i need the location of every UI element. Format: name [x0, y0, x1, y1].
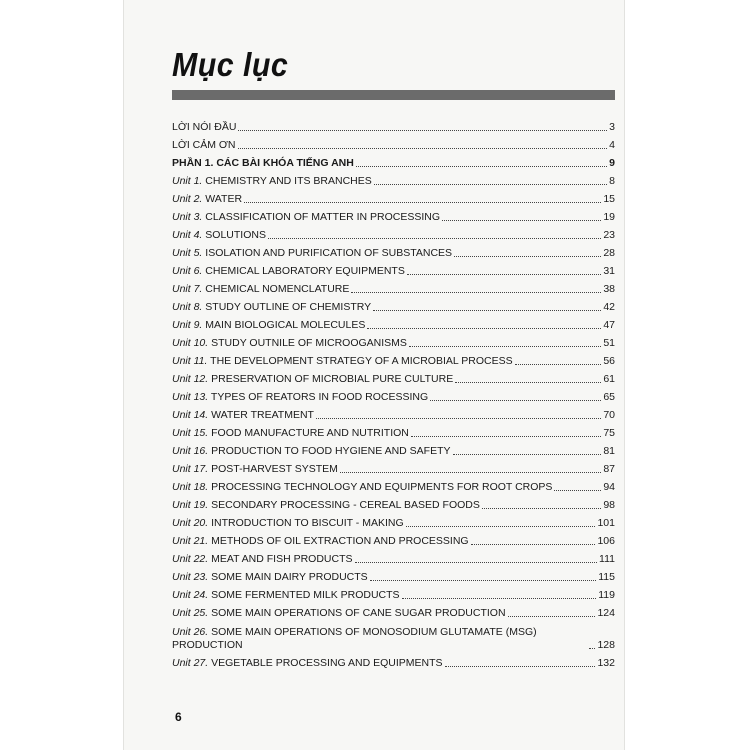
toc-entry[interactable] [172, 206, 615, 224]
dot-leader [442, 220, 601, 221]
toc-entry-title [172, 301, 371, 314]
toc-entry-label: VEGETABLE PROCESSING AND EQUIPMENTS [211, 657, 443, 669]
title-underline-bar [172, 90, 615, 100]
toc-entry-title [172, 211, 440, 224]
toc-page-number: 111 [599, 553, 615, 565]
toc-entry-title [172, 139, 236, 152]
toc-entry-title [172, 427, 409, 440]
toc-unit-prefix: Unit 9. [172, 319, 203, 331]
toc-page-number: 128 [597, 639, 615, 651]
toc-entry-title [172, 409, 314, 422]
toc-page-number: 98 [603, 499, 615, 511]
toc-entry-title [172, 571, 368, 584]
dot-leader [340, 472, 601, 473]
toc-entry[interactable] [172, 296, 615, 314]
toc-entry[interactable] [172, 260, 615, 278]
toc-page-number: 115 [598, 571, 615, 583]
toc-unit-prefix: Unit 21. [172, 535, 209, 547]
toc-entry-label: SECONDARY PROCESSING - CEREAL BASED FOODS [211, 499, 480, 511]
toc-entry[interactable] [172, 134, 615, 152]
toc-entry[interactable] [172, 242, 615, 260]
toc-page-number: 70 [603, 409, 615, 421]
toc-entry-title [172, 445, 451, 458]
toc-page-number: 28 [603, 247, 615, 259]
toc-entry[interactable] [172, 224, 615, 242]
toc-unit-prefix: Unit 2. [172, 193, 203, 205]
dot-leader [244, 202, 601, 203]
toc-unit-prefix: Unit 5. [172, 247, 203, 259]
toc-entry[interactable] [172, 170, 615, 188]
toc-entry[interactable] [172, 530, 615, 548]
toc-entry-title [172, 121, 236, 134]
toc-entry-label: WATER [205, 193, 243, 205]
dot-leader [373, 310, 601, 311]
toc-entry-title [172, 157, 354, 170]
toc-entry-title [172, 535, 469, 548]
toc-unit-prefix: Unit 10. [172, 337, 209, 349]
toc-entry-label: PRODUCTION TO FOOD HYGIENE AND SAFETY [211, 445, 451, 457]
toc-page-number: 119 [598, 589, 615, 601]
toc-unit-prefix: Unit 6. [172, 265, 203, 277]
toc-page-number: 87 [603, 463, 615, 475]
toc-entry-title [172, 499, 480, 512]
dot-leader [402, 598, 597, 599]
toc-entry[interactable] [172, 494, 615, 512]
toc-entry-title [172, 463, 338, 476]
toc-page-number: 81 [603, 445, 615, 457]
toc-unit-prefix: Unit 12. [172, 373, 209, 385]
toc-entry[interactable] [172, 652, 615, 670]
toc-entry[interactable] [172, 350, 615, 368]
toc-entry-title [172, 283, 349, 296]
toc-page-number: 124 [597, 607, 615, 619]
toc-page-number: 56 [603, 355, 615, 367]
toc-entry-label: CLASSIFICATION OF MATTER IN PROCESSING [205, 211, 440, 223]
toc-unit-prefix: Unit 13. [172, 391, 209, 403]
toc-unit-prefix: Unit 19. [172, 499, 209, 511]
dot-leader [455, 382, 601, 383]
toc-entry[interactable] [172, 584, 615, 602]
toc-entry-title [172, 355, 513, 368]
dot-leader [482, 508, 601, 509]
dot-leader [407, 274, 601, 275]
toc-entry-title [172, 247, 452, 260]
toc-entry-label: SOME MAIN DAIRY PRODUCTS [211, 571, 368, 583]
toc-unit-prefix: Unit 22. [172, 553, 209, 565]
dot-leader [471, 544, 596, 545]
dot-leader [589, 648, 595, 649]
page-title: Mục lục [172, 46, 289, 83]
toc-entry-label: MAIN BIOLOGICAL MOLECULES [205, 319, 366, 331]
toc-entry-label: MEAT AND FISH PRODUCTS [211, 553, 353, 565]
toc-unit-prefix: Unit 4. [172, 229, 203, 241]
toc-page-number: 23 [603, 229, 615, 241]
toc-entry[interactable] [172, 368, 615, 386]
toc-page-number: 106 [597, 535, 615, 547]
dot-leader [554, 490, 601, 491]
toc-page-number: 19 [603, 211, 615, 223]
toc-entry-label: INTRODUCTION TO BISCUIT - MAKING [211, 517, 404, 529]
toc-unit-prefix: Unit 7. [172, 283, 203, 295]
toc-entry-label: STUDY OUTLINE OF CHEMISTRY [205, 301, 372, 313]
toc-entry[interactable] [172, 386, 615, 404]
toc-entry-label: SOME MAIN OPERATIONS OF MONOSODIUM GLUTAMATE (MSG) PRODUCTION [172, 626, 537, 651]
dot-leader [355, 562, 598, 563]
dot-leader [351, 292, 601, 293]
toc-unit-prefix: Unit 11. [172, 355, 208, 367]
toc-entry-label: THE DEVELOPMENT STRATEGY OF A MICROBIAL PROCESS [210, 355, 513, 367]
toc-entry[interactable] [172, 458, 615, 476]
toc-entry[interactable] [172, 512, 615, 530]
toc-page-number: 61 [603, 373, 615, 385]
dot-leader [238, 130, 607, 131]
toc-entry-title [172, 373, 453, 386]
toc-entry[interactable] [172, 332, 615, 350]
toc-entry-title [172, 175, 372, 188]
toc-entry-label: METHODS OF OIL EXTRACTION AND PROCESSING [211, 535, 469, 547]
toc-unit-prefix: Unit 16. [172, 445, 209, 457]
toc-entry-label: SOLUTIONS [205, 229, 266, 241]
toc-entry-label: PRESERVATION OF MICROBIAL PURE CULTURE [211, 373, 454, 385]
toc-page-number: 65 [603, 391, 615, 403]
toc-entry-label: WATER TREATMENT [211, 409, 314, 421]
toc-entry-label: SOME MAIN OPERATIONS OF CANE SUGAR PRODUCTION [211, 607, 506, 619]
toc-page-number: 9 [609, 157, 615, 169]
toc-entry-title [172, 553, 353, 566]
toc-page-number: 31 [603, 265, 615, 277]
dot-leader [316, 418, 601, 419]
toc-entry[interactable] [172, 404, 615, 422]
toc-entry-label: CHEMICAL NOMENCLATURE [205, 283, 350, 295]
toc-page-number: 132 [597, 657, 615, 669]
dot-leader [409, 346, 601, 347]
toc-entry[interactable] [172, 566, 615, 584]
dot-leader [445, 666, 596, 667]
dot-leader [406, 526, 596, 527]
toc-unit-prefix: Unit 24. [172, 589, 209, 601]
page-number: 6 [175, 710, 182, 724]
toc-page-number: 3 [609, 121, 615, 133]
toc-entry-label: SOME FERMENTED MILK PRODUCTS [211, 589, 400, 601]
toc-page-number: 94 [603, 481, 615, 493]
toc-unit-prefix: Unit 26. [172, 626, 209, 638]
toc-entry[interactable] [172, 548, 615, 566]
toc-unit-prefix: Unit 15. [172, 427, 209, 439]
toc-entry-label: CHEMICAL LABORATORY EQUIPMENTS [205, 265, 405, 277]
toc-entry-title [172, 391, 428, 404]
toc-entry-label: LỜI NÓI ĐẦU [172, 121, 237, 133]
toc-entry-title [172, 607, 506, 620]
toc-entry-label: ISOLATION AND PURIFICATION OF SUBSTANCES [205, 247, 453, 259]
toc-entry[interactable] [172, 476, 615, 494]
toc-entry-label: CHEMISTRY AND ITS BRANCHES [205, 175, 372, 187]
toc-entry-label: TYPES OF REATORS IN FOOD ROCESSING [210, 391, 429, 403]
toc-page-number: 8 [609, 175, 615, 187]
toc-entry-title [172, 265, 405, 278]
toc-entry-title [172, 589, 400, 602]
toc-entry-title [172, 229, 266, 242]
toc-unit-prefix: Unit 25. [172, 607, 209, 619]
dot-leader [453, 454, 602, 455]
toc-unit-prefix: Unit 14. [172, 409, 209, 421]
toc-page-number: 47 [603, 319, 615, 331]
dot-leader [268, 238, 601, 239]
toc-entry-label: FOOD MANUFACTURE AND NUTRITION [211, 427, 409, 439]
toc-entry-title [172, 319, 365, 332]
toc-entry-label: POST-HARVEST SYSTEM [211, 463, 338, 475]
toc-entry[interactable] [172, 152, 615, 170]
dot-leader [430, 400, 601, 401]
toc-page-number: 4 [609, 139, 615, 151]
toc-entry-label: LỜI CẢM ƠN [172, 139, 236, 151]
toc-page-number: 15 [603, 193, 615, 205]
toc-entry[interactable] [172, 116, 615, 134]
toc-entry-title [172, 626, 587, 652]
toc-entry-label: PHẦN 1. CÁC BÀI KHÓA TIẾNG ANH [172, 157, 354, 169]
toc-page-number: 101 [597, 517, 615, 529]
dot-leader [411, 436, 601, 437]
toc-unit-prefix: Unit 18. [172, 481, 209, 493]
dot-leader [367, 328, 601, 329]
toc-entry-title [172, 657, 443, 670]
toc-unit-prefix: Unit 17. [172, 463, 209, 475]
dot-leader [515, 364, 602, 365]
toc-page-number: 51 [603, 337, 615, 349]
toc-entry[interactable] [172, 602, 615, 620]
dot-leader [374, 184, 607, 185]
toc-page-number: 75 [603, 427, 615, 439]
toc-entry-title [172, 481, 552, 494]
toc-unit-prefix: Unit 1. [172, 175, 203, 187]
toc-page-number: 38 [603, 283, 615, 295]
toc-entry-label: STUDY OUTNILE OF MICROOGANISMS [211, 337, 407, 349]
toc-entry-title [172, 193, 242, 206]
dot-leader [356, 166, 607, 167]
toc-entry[interactable] [172, 188, 615, 206]
dot-leader [454, 256, 601, 257]
toc-entry[interactable] [172, 440, 615, 458]
toc-entry[interactable] [172, 422, 615, 440]
toc-entry-title [172, 517, 404, 530]
dot-leader [370, 580, 597, 581]
dot-leader [238, 148, 608, 149]
toc-unit-prefix: Unit 23. [172, 571, 209, 583]
dot-leader [508, 616, 596, 617]
toc-page-number: 42 [603, 301, 615, 313]
toc-unit-prefix: Unit 20. [172, 517, 209, 529]
toc-unit-prefix: Unit 3. [172, 211, 203, 223]
toc-entry[interactable] [172, 278, 615, 296]
toc-entry-title [172, 337, 407, 350]
toc-unit-prefix: Unit 8. [172, 301, 203, 313]
toc-entry[interactable] [172, 314, 615, 332]
toc-unit-prefix: Unit 27. [172, 657, 209, 669]
toc-entry-label: PROCESSING TECHNOLOGY AND EQUIPMENTS FOR ROOT CROPS [211, 481, 553, 493]
toc-entry[interactable] [172, 620, 615, 652]
